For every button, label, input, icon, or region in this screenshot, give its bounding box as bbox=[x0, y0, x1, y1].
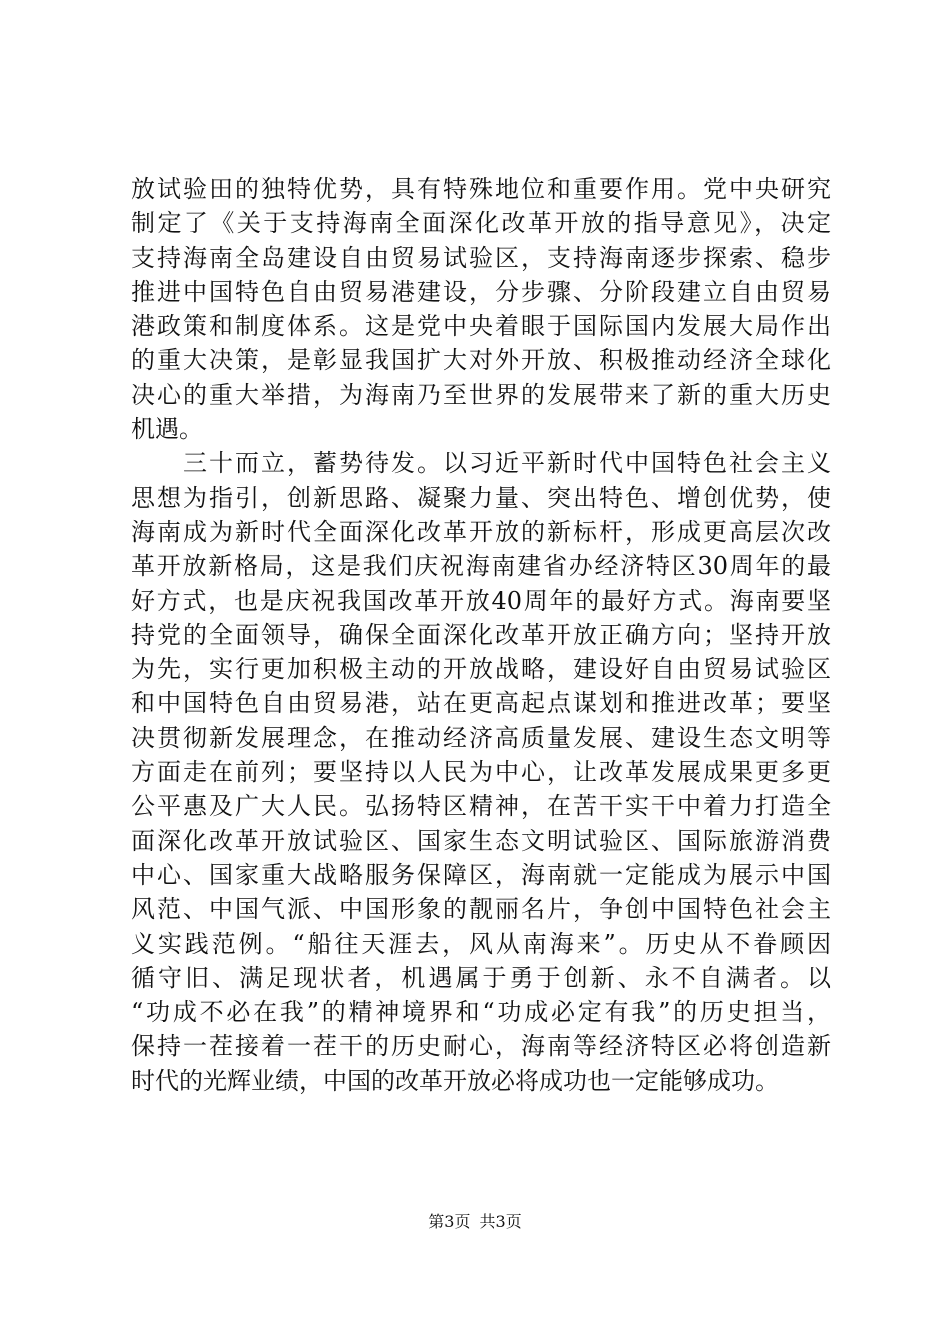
text-line: 思想为指引，创新思路、凝聚力量、突出特色、增创优势，使 bbox=[131, 483, 831, 512]
text-line: 三十而立，蓄势待发。以习近平新时代中国特色社会主义 bbox=[131, 449, 831, 478]
text-line: 海南成为新时代全面深化改革开放的新标杆，形成更高层次改 bbox=[131, 517, 831, 546]
text-line: 义实践范例。“船往天涯去，风从南海来”。历史从不眷顾因 bbox=[131, 929, 831, 958]
page-number: 第3页 bbox=[428, 1212, 471, 1231]
text-line: 革开放新格局，这是我们庆祝海南建省办经济特区30周年的最 bbox=[131, 552, 831, 581]
text-line: 好方式，也是庆祝我国改革开放40周年的最好方式。海南要坚 bbox=[131, 586, 831, 615]
text-line: 为先，实行更加积极主动的开放战略，建设好自由贸易试验区 bbox=[131, 655, 831, 684]
text-line: 持党的全面领导，确保全面深化改革开放正确方向；坚持开放 bbox=[131, 620, 831, 649]
text-line: 推进中国特色自由贸易港建设，分步骤、分阶段建立自由贸易 bbox=[131, 277, 831, 306]
text-line: “功成不必在我”的精神境界和“功成必定有我”的历史担当， bbox=[131, 998, 831, 1027]
text-line: 放试验田的独特优势，具有特殊地位和重要作用。党中央研究 bbox=[131, 175, 831, 203]
text-line: 支持海南全岛建设自由贸易试验区，支持海南逐步探索、稳步 bbox=[131, 243, 831, 272]
text-line: 公平惠及广大人民。弘扬特区精神，在苦干实干中着力打造全 bbox=[131, 792, 831, 821]
text-line: 时代的光辉业绩，中国的改革开放必将成功也一定能够成功。 bbox=[131, 1066, 779, 1095]
text-line: 的重大决策，是彰显我国扩大对外开放、积极推动经济全球化 bbox=[131, 346, 831, 375]
body-text bbox=[131, 172, 831, 1098]
text-line: 决贯彻新发展理念，在推动经济高质量发展、建设生态文明等 bbox=[131, 723, 831, 752]
text-line: 保持一茬接着一茬干的历史耐心，海南等经济特区必将创造新 bbox=[131, 1032, 831, 1061]
text-line: 风范、中国气派、中国形象的靓丽名片，争创中国特色社会主 bbox=[131, 895, 831, 924]
text-line: 制定了《关于支持海南全面深化改革开放的指导意见》，决定 bbox=[131, 209, 831, 238]
text-line: 机遇。 bbox=[131, 415, 203, 444]
text-line: 循守旧、满足现状者，机遇属于勇于创新、永不自满者。以 bbox=[131, 963, 831, 992]
text-line: 和中国特色自由贸易港，站在更高起点谋划和推进改革；要坚 bbox=[131, 689, 831, 718]
text-line: 港政策和制度体系。这是党中央着眼于国际国内发展大局作出 bbox=[131, 312, 831, 341]
text-line: 方面走在前列；要坚持以人民为中心，让改革发展成果更多更 bbox=[131, 758, 831, 787]
text-line: 面深化改革开放试验区、国家生态文明试验区、国际旅游消费 bbox=[131, 826, 831, 855]
page-total: 共3页 bbox=[479, 1212, 522, 1231]
page-footer bbox=[0, 1212, 950, 1232]
text-line: 决心的重大举措，为海南乃至世界的发展带来了新的重大历史 bbox=[131, 380, 831, 409]
text-line: 中心、国家重大战略服务保障区，海南就一定能成为展示中国 bbox=[131, 860, 831, 889]
